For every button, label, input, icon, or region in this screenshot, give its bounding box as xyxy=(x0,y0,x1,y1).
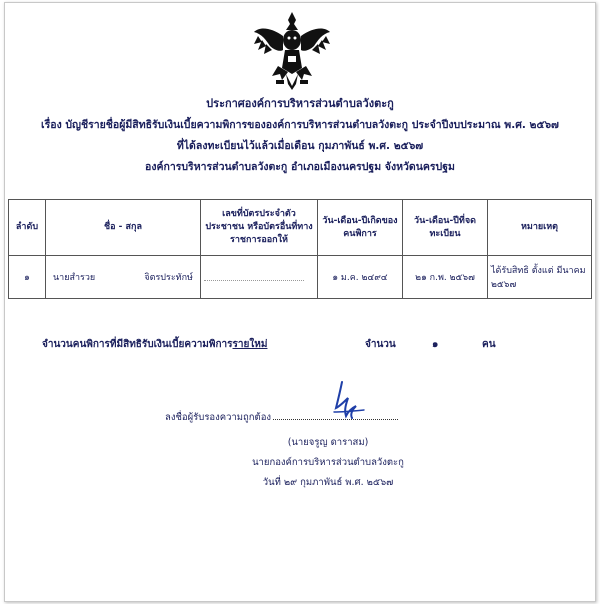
table-header-row xyxy=(9,200,592,256)
redacted-id-mask xyxy=(204,271,304,281)
certification-line xyxy=(165,410,398,425)
row-birth-date: ๑ ม.ค. ๒๔๙๔ xyxy=(318,256,403,299)
beneficiary-table xyxy=(8,199,592,299)
cert-label: ลงชื่อผู้รับรองความถูกต้อง xyxy=(165,412,272,423)
header-name: ชื่อ - สกุล xyxy=(46,200,201,256)
row-registration-date: ๒๑ ก.พ. ๒๕๖๗ xyxy=(403,256,488,299)
header-registration-date: วัน-เดือน-ปีที่จดทะเบียน xyxy=(403,200,488,256)
announcement-date: วันที่ ๒๙ กุมภาพันธ์ พ.ศ. ๒๕๖๗ xyxy=(262,477,394,488)
announcement-organization: องค์การบริหารส่วนตำบลวังตะกู อำเภอเมืองนครปฐม จังหวัดนครปฐม xyxy=(145,161,455,173)
summary-label-text: จำนวนคนพิการที่มีสิทธิรับเงินเบี้ยความพิการรายใหม่ xyxy=(42,339,268,350)
header-birth-date: วัน-เดือน-ปีเกิดของคนพิการ xyxy=(318,200,403,256)
row-first-name: นายสำรวย xyxy=(53,273,96,283)
summary-amount-label: จำนวน xyxy=(365,339,396,350)
signer-name: (นายจรูญ ดาราสม) xyxy=(287,437,369,448)
row-name xyxy=(46,256,201,299)
summary-label xyxy=(42,337,267,352)
row-id-number-redacted xyxy=(201,256,318,299)
announcement-subject: เรื่อง บัญชีรายชื่อผู้มีสิทธิรับเงินเบี้ยความพิการขององค์การบริหารส่วนตำบลวังตะกู ประจำปีงบประมาณ พ.ศ. ๒๕๖๗ xyxy=(41,119,559,131)
signature-line xyxy=(273,411,398,420)
summary-unit: คน xyxy=(482,339,496,350)
document-page xyxy=(4,2,596,602)
table-row xyxy=(9,256,592,299)
announcement-registration-month: ที่ได้ลงทะเบียนไว้แล้วเมื่อเดือน กุมภาพันธ์ พ.ศ. ๒๕๖๗ xyxy=(176,140,424,152)
announcement-title: ประกาศองค์การบริหารส่วนตำบลวังตะกู xyxy=(206,97,394,110)
header-note: หมายเหตุ xyxy=(488,200,592,256)
signer-position: นายกองค์การบริหารส่วนตำบลวังตะกู xyxy=(252,457,404,468)
summary-amount: ๑ xyxy=(432,339,439,350)
header-id-number: เลขที่บัตรประจำตัวประชาชน หรือบัตรอื่นที่ทางราชการออกให้ xyxy=(201,200,318,256)
garuda-emblem-icon xyxy=(252,10,332,92)
row-no: ๑ xyxy=(9,256,46,299)
header-no: ลำดับ xyxy=(9,200,46,256)
row-note: ได้รับสิทธิ ตั้งแต่ มีนาคม ๒๕๖๗ xyxy=(488,256,592,299)
row-last-name: จิตรประทักษ์ xyxy=(144,273,193,283)
